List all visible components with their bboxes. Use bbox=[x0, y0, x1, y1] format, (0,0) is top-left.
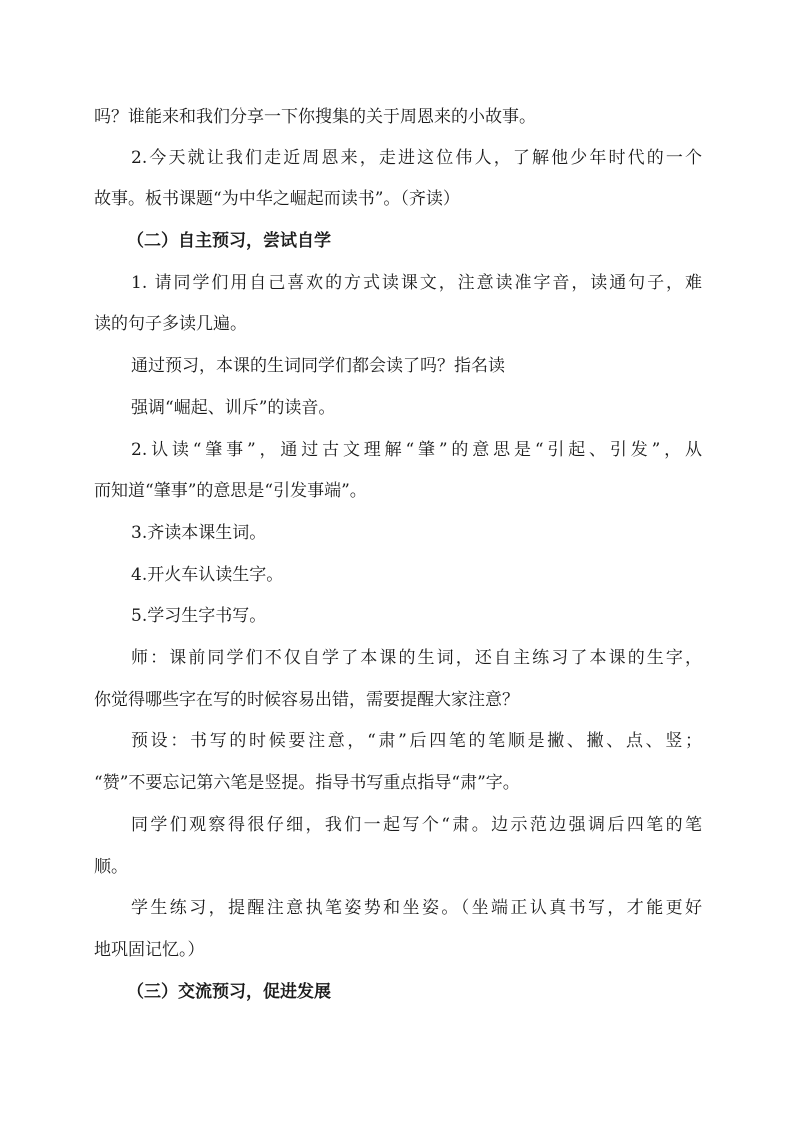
paragraph-line: 4.开火车认读生字。 bbox=[131, 565, 284, 585]
paragraph-line: 你觉得哪些字在写的时候容易出错，需要提醒大家注意？ bbox=[94, 690, 519, 710]
paragraph-line: 5.学习生字书写。 bbox=[131, 606, 267, 626]
paragraph-line: “赞”不要忘记第六笔是竖提。指导书写重点指导“肃”字。 bbox=[94, 773, 520, 793]
paragraph-line: 顺。 bbox=[94, 857, 128, 877]
paragraph-line: 2.今天就让我们走近周恩来，走进这位伟人，了解他少年时代的一个 bbox=[131, 148, 702, 168]
section-heading: （二）自主预习，尝试自学 bbox=[127, 231, 331, 251]
paragraph-line: 强调“崛起、训斥”的读音。 bbox=[131, 398, 336, 418]
paragraph-line: 读的句子多读几遍。 bbox=[94, 314, 247, 334]
paragraph-line: 1. 请同学们用自己喜欢的方式读课文，注意读准字音，读通句子，难 bbox=[131, 273, 702, 293]
paragraph-line: 师：课前同学们不仅自学了本课的生词，还自主练习了本课的生字， bbox=[131, 648, 702, 668]
paragraph-line: 2.认读“肇事”，通过古文理解“肇”的意思是“引起、引发”，从 bbox=[131, 440, 702, 460]
paragraph-line: 而知道“肇事”的意思是“引发事端”。 bbox=[94, 481, 367, 501]
paragraph-line: 通过预习，本课的生词同学们都会读了吗？指名读 bbox=[131, 356, 505, 376]
paragraph-line: 地巩固记忆。） bbox=[94, 940, 205, 960]
paragraph-line: 学生练习，提醒注意执笔姿势和坐姿。（坐端正认真书写，才能更好 bbox=[131, 898, 702, 918]
section-heading: （三）交流预习，促进发展 bbox=[127, 982, 331, 1002]
paragraph-line: 吗？谁能来和我们分享一下你搜集的关于周恩来的小故事。 bbox=[94, 107, 536, 127]
paragraph-line: 故事。板书课题“为中华之崛起而读书”。（齐读） bbox=[94, 189, 460, 209]
paragraph-line: 同学们观察得很仔细，我们一起写个“肃。边示范边强调后四笔的笔 bbox=[131, 815, 702, 835]
paragraph-line: 预设：书写的时候要注意，“肃”后四笔的笔顺是撇、撇、点、竖； bbox=[131, 731, 702, 751]
paragraph-line: 3.齐读本课生词。 bbox=[131, 523, 267, 543]
